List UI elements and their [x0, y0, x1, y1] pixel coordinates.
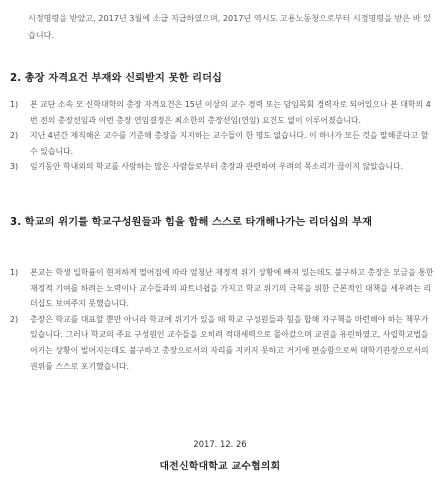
item-number: 3) [10, 162, 19, 172]
list-item [10, 97, 434, 128]
item-text: 본 교단 소속 모 신학대학의 총장 자격요건은 15년 이상의 교수 경력 또는 담임목회 경력자로 되어있으나 본 대학의 4번 전의 총장선임과 이번 총장 연임결정은 최소한의 총장선임(연임) 요건도 없이 이루어졌습니다. [30, 100, 431, 125]
section-2-heading: 2. 총장 자격요건 부재와 신뢰받지 못한 리더십 [10, 73, 222, 84]
signing-organization: 대전신학대학교 교수협의회 [159, 461, 281, 472]
section-3-heading: 3. 학교의 위기를 학교구성원들과 힘을 합해 스스로 타개해나가는 리더십의 부재 [10, 217, 373, 228]
section-2-list [10, 97, 434, 175]
list-item [10, 312, 434, 374]
item-text: 총장은 학교를 대표할 뿐만 아니라 학교에 위기가 있을 때 학교 구성원들과 힘을 합해 자구책을 마련해야 하는 책무가 있습니다. 그러나 학교의 주요 구성원인 교수들을 오히려 적대세력으로 몰아갔으며 교권을 유린하였고, 사립학교법을 어기는 상황이 벌어지는데도 불구하고 총장으로서의 자리를 지키지 못하고 거기에 편승함으로써 대학기관장으로서의 권위를 스스로 포기했습니다. [30, 314, 429, 371]
list-item [10, 159, 434, 175]
document-date: 2017. 12. 26 [193, 439, 247, 449]
item-number: 1) [10, 100, 19, 109]
item-text: 지난 4년간 제직해온 교수를 기준해 총장을 지지하는 교수들이 한 명도 없습니다. 이 하나가 모든 것을 말해준다고 할 수 있습니다. [30, 131, 429, 156]
list-item [10, 128, 434, 159]
item-text: 본교는 학생 입학률이 현저하게 떨어짐에 따라 엄청난 재정적 위기 상황에 빠져 있는데도 불구하고 총장은 모금을 통한 재정적 기여를 하려는 노력이나 교수들과의 파트너쉽을 가지고 학교 위기의 극복을 위한 근본적인 대책을 세우려는 리더십도 보여주지 못했습니다. [30, 268, 434, 309]
item-number: 2) [10, 314, 19, 324]
section-3-list [10, 265, 434, 374]
item-text: 임기동안 학내외의 학교를 사랑하는 많은 사람들로부터 총장과 관련하여 우려의 목소리가 끊이지 않았습니다. [30, 162, 404, 172]
item-number: 2) [10, 131, 19, 141]
list-item [10, 265, 434, 312]
item-number: 1) [10, 268, 19, 277]
intro-paragraph: 시정명령을 받았고, 2017년 3월에 소급 지급하였으며, 2017년 역시도 고용노동청으로부터 시정명령을 받은 바 있습니다. [28, 13, 431, 40]
